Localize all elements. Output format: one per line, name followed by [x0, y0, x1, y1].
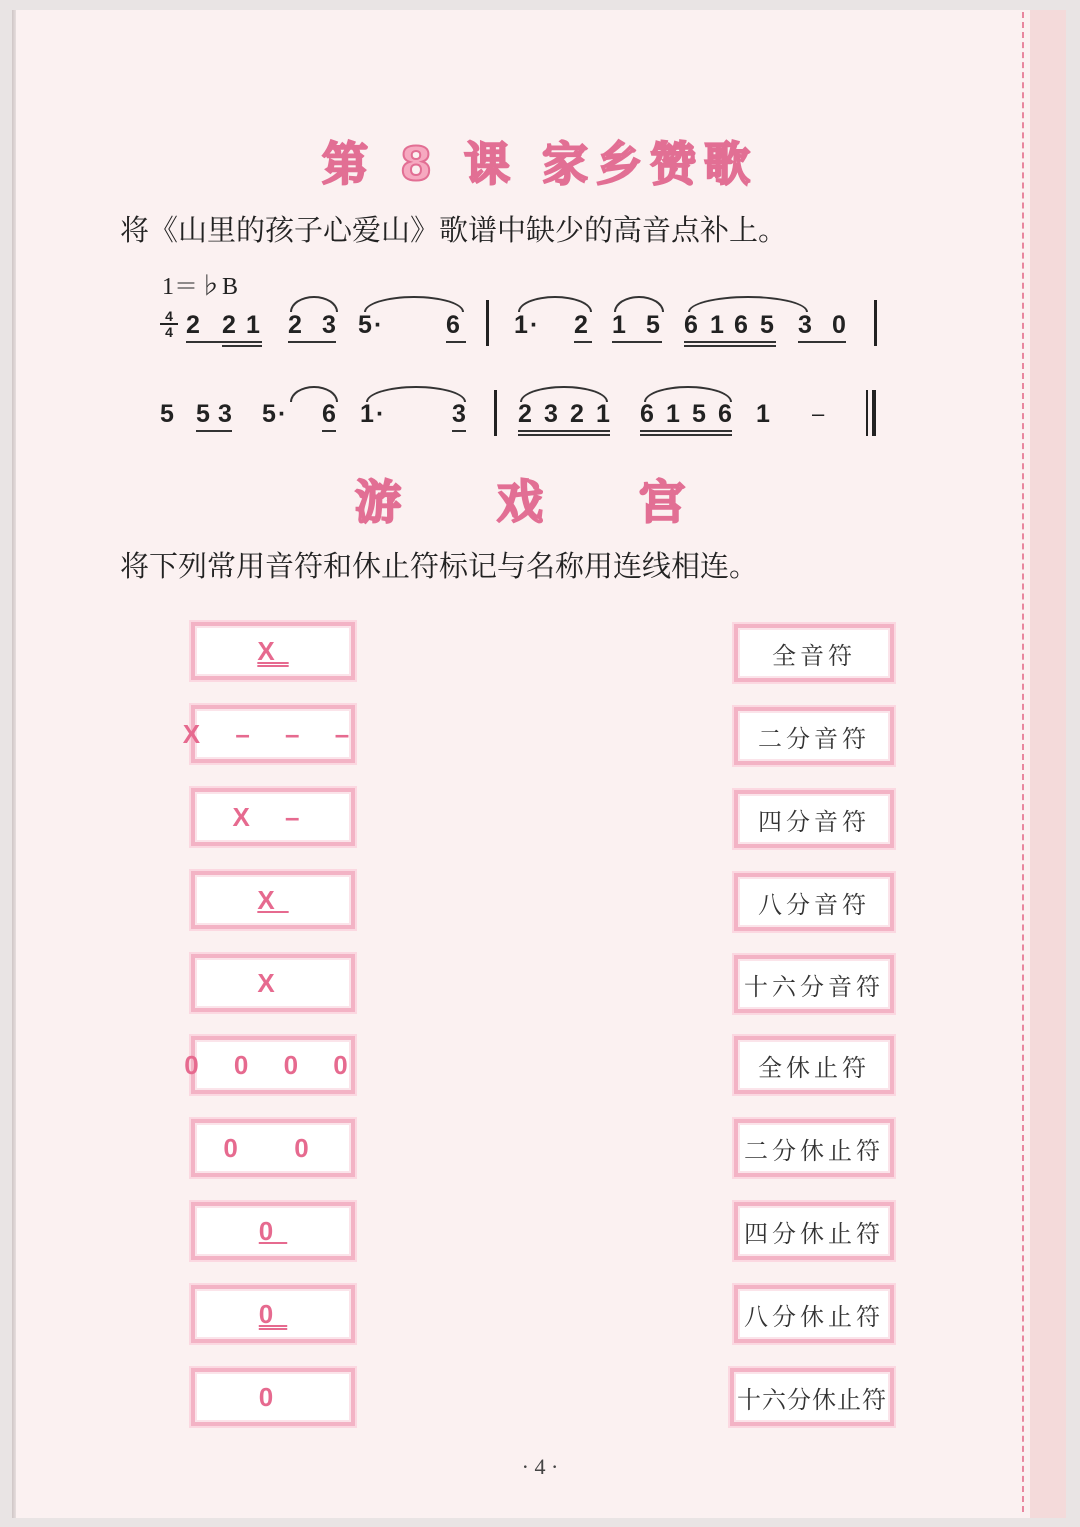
note: 3 — [452, 400, 466, 428]
slur — [614, 296, 664, 312]
note: 2 — [570, 400, 584, 428]
underline — [518, 430, 610, 432]
slur — [290, 386, 338, 402]
note: 5 — [262, 400, 276, 428]
underline — [222, 345, 262, 347]
underline — [640, 430, 732, 432]
note: 6 — [640, 400, 654, 428]
barline — [494, 390, 497, 436]
note: 1 — [596, 400, 610, 428]
underline — [684, 345, 776, 347]
slur — [366, 386, 466, 402]
symbol-box-quarter-rest[interactable] — [191, 1368, 355, 1426]
name-box-quarter-note[interactable] — [734, 790, 894, 848]
barline — [486, 300, 489, 346]
underline — [446, 341, 466, 343]
underline — [684, 341, 776, 343]
symbol-box-eighth-note-alt[interactable] — [191, 871, 355, 929]
note: 6 — [322, 400, 336, 428]
barline — [874, 300, 877, 346]
underline — [640, 434, 732, 436]
symbol-box-sixteenth-rest[interactable] — [191, 1285, 355, 1343]
name-label: 四分音符 — [758, 807, 870, 836]
symbol-box-half-rest[interactable] — [191, 1119, 355, 1177]
note: 1 — [246, 311, 260, 339]
underline — [574, 341, 592, 343]
symbol: 0 — [258, 1298, 288, 1329]
name-box-half-note[interactable] — [734, 707, 894, 765]
symbol: 0 0 0 0 — [184, 1049, 362, 1080]
note: 5 — [692, 400, 706, 428]
underline — [612, 341, 662, 343]
note: 6 — [684, 311, 698, 339]
note: 2 — [186, 311, 200, 339]
symbol-box-whole-note[interactable] — [182, 705, 364, 763]
note: 5 — [646, 311, 660, 339]
augmentation-dot: · — [376, 400, 385, 428]
note: 2 — [222, 311, 236, 339]
final-barline-thin — [866, 390, 868, 436]
symbol: X – — [232, 801, 314, 832]
jianpu-score — [0, 0, 1080, 460]
symbol: 0 0 — [223, 1132, 323, 1163]
note: 1 — [666, 400, 680, 428]
name-label: 十六分音符 — [744, 972, 884, 1001]
symbol: 0 — [258, 1215, 288, 1246]
note: 1 — [360, 400, 374, 428]
symbol-box-whole-rest[interactable] — [184, 1036, 362, 1094]
underline — [288, 341, 336, 343]
key-signature: 1＝♭B — [162, 274, 239, 300]
symbol-box-half-note[interactable] — [191, 788, 355, 846]
name-box-quarter-rest[interactable] — [734, 1202, 894, 1260]
symbol: X — [257, 635, 289, 666]
slur — [290, 296, 338, 312]
note: 2 — [288, 311, 302, 339]
note: 5 — [160, 400, 174, 428]
slur — [644, 386, 732, 402]
note: 1 — [514, 311, 528, 339]
note: 3 — [322, 311, 336, 339]
time-signature — [160, 310, 178, 338]
underline — [518, 434, 610, 436]
note: 1 — [756, 400, 770, 428]
name-box-eighth-rest[interactable] — [734, 1285, 894, 1343]
note: 2 — [574, 311, 588, 339]
name-label: 二分音符 — [758, 724, 870, 753]
page-number: · 4 · — [521, 1454, 559, 1479]
augmentation-dot: · — [530, 311, 539, 339]
note: 5 — [196, 400, 210, 428]
augmentation-dot: · — [278, 400, 287, 428]
symbol: X — [257, 884, 289, 915]
final-barline-thick — [872, 390, 876, 436]
name-label: 四分休止符 — [744, 1219, 884, 1248]
dash: – — [812, 401, 825, 426]
augmentation-dot: · — [374, 311, 383, 339]
game-title: 游 戏 宫 — [354, 475, 726, 529]
note: 3 — [544, 400, 558, 428]
name-label: 八分休止符 — [744, 1302, 884, 1331]
name-label: 全休止符 — [758, 1053, 870, 1082]
name-label: 十六分休止符 — [737, 1385, 887, 1414]
symbol: X – – – — [182, 718, 364, 749]
symbol: X — [257, 967, 289, 998]
symbol-box-eighth-rest[interactable] — [191, 1202, 355, 1260]
note: 6 — [734, 311, 748, 339]
name-label: 全音符 — [772, 641, 856, 670]
symbol-box-quarter-note[interactable] — [191, 954, 355, 1012]
note: 3 — [798, 311, 812, 339]
name-box-sixteenth-note[interactable] — [734, 955, 894, 1013]
time-signature-bottom: 4 — [165, 324, 173, 340]
name-box-half-rest[interactable] — [734, 1119, 894, 1177]
lesson-title: 第 8 课 家乡赞歌 — [321, 137, 759, 191]
symbol-box-eighth-note[interactable] — [191, 622, 355, 680]
underline — [322, 430, 336, 432]
slur — [520, 386, 608, 402]
note: 6 — [446, 311, 460, 339]
underline — [196, 430, 232, 432]
name-label: 八分音符 — [758, 890, 870, 919]
note: 5 — [358, 311, 372, 339]
symbol: 0 — [258, 1381, 288, 1412]
underline — [798, 341, 846, 343]
slur — [518, 296, 592, 312]
instruction-1: 将《山里的孩子心爱山》歌谱中缺少的高音点补上。 — [120, 213, 788, 247]
note: 2 — [518, 400, 532, 428]
name-box-sixteenth-rest[interactable] — [730, 1368, 894, 1426]
name-box-eighth-note[interactable] — [734, 873, 894, 931]
note: 1 — [710, 311, 724, 339]
note: 5 — [760, 311, 774, 339]
underline — [186, 341, 262, 343]
note: 6 — [718, 400, 732, 428]
time-signature-top: 4 — [165, 308, 173, 324]
name-box-whole-rest[interactable] — [734, 1036, 894, 1094]
name-box-whole-note[interactable] — [734, 624, 894, 682]
note: 0 — [832, 311, 846, 339]
underline — [452, 430, 466, 432]
instruction-2: 将下列常用音符和休止符标记与名称用连线相连。 — [120, 549, 759, 583]
name-label: 二分休止符 — [744, 1136, 884, 1165]
slur — [688, 296, 808, 312]
note: 1 — [612, 311, 626, 339]
note: 3 — [218, 400, 232, 428]
slur — [364, 296, 464, 312]
